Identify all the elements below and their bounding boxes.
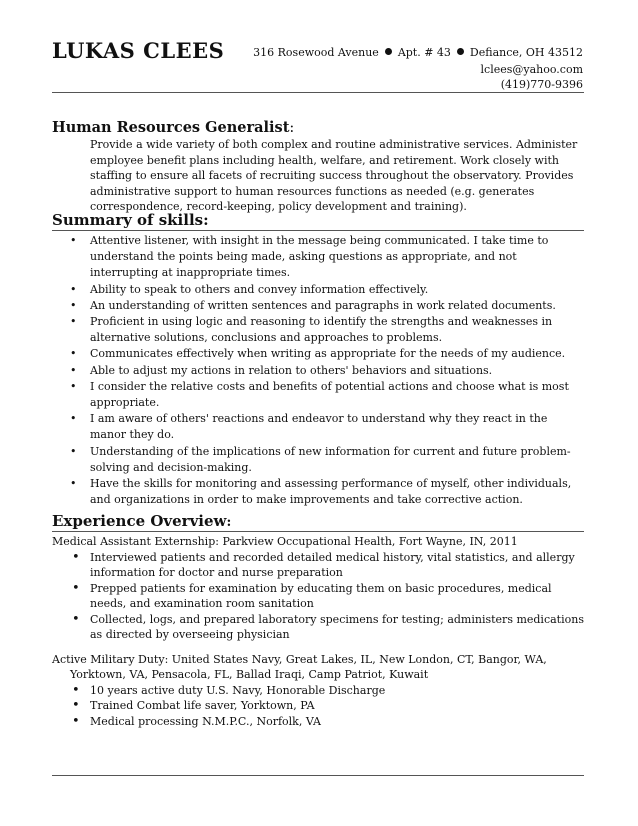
list-item: • I consider the relative costs and benefits of potential actions and choose what is most appropriate. <box>52 379 584 411</box>
list-item: • Ability to speak to others and convey information effectively. <box>52 282 584 298</box>
job-line: Active Military Duty: United States Navy, Great Lakes, IL, New London, CT, Bangor, WA, Yorktown, VA, Pensacola, FL, Ballad Iraqi, Camp Patriot, Kuwait <box>52 652 547 681</box>
list-item: • Communicates effectively when writing as appropriate for the needs of my audience. <box>52 346 584 362</box>
email-link[interactable]: lclees@yahoo.com <box>480 63 583 76</box>
list-item: • 10 years active duty U.S. Navy, Honorable Discharge <box>52 683 584 699</box>
experience-section <box>52 512 584 729</box>
footer-divider <box>52 775 584 776</box>
list-item: • Attentive listener, with insight in the message being communicated. I take time to understand the points being made, asking questions as appropriate, and not interrupting at inappropriate times. <box>52 233 584 282</box>
skills-list <box>52 233 584 508</box>
experience-heading: Experience Overview: <box>52 512 584 532</box>
list-item: • An understanding of written sentences and paragraphs in work related documents. <box>52 298 584 314</box>
list-item: • I am aware of others' reactions and endeavor to understand why they react in the manor they do. <box>52 411 584 443</box>
address-line <box>253 46 583 59</box>
phone-number: (419)770-9396 <box>500 78 583 91</box>
skills-heading: Summary of skills: <box>52 211 584 231</box>
address-apt: Apt. # 43 <box>397 46 451 59</box>
list-item: • Prepped patients for examination by educating them on basic procedures, medical needs, and examination room sanitation <box>52 581 584 612</box>
job-entry <box>52 534 584 643</box>
job-line: Medical Assistant Externship: Parkview Occupational Health, Fort Wayne, IN, 2011 <box>52 535 518 548</box>
list-item: • Have the skills for monitoring and assessing performance of myself, other individuals, and organizations in order to make improvements and take corrective action. <box>52 476 584 508</box>
header-divider <box>52 92 584 93</box>
resume-name: LUKAS CLEES <box>52 38 225 63</box>
list-item: • Interviewed patients and recorded detailed medical history, vital statistics, and allergy information for doctor and nurse preparation <box>52 550 584 581</box>
list-item: • Collected, logs, and prepared laboratory specimens for testing; administers medications as directed by overseeing physician <box>52 612 584 643</box>
list-item: • Medical processing N.M.P.C., Norfolk, VA <box>52 714 584 730</box>
list-item: • Trained Combat life saver, Yorktown, PA <box>52 698 584 714</box>
list-item: • Understanding of the implications of new information for current and future problem-solving and decision-making. <box>52 444 584 476</box>
address-city: Defiance, OH 43512 <box>469 46 583 59</box>
list-item: • Proficient in using logic and reasoning to identify the strengths and weaknesses in alternative solutions, conclusions and approaches to problems. <box>52 314 584 346</box>
address-street: 316 Rosewood Avenue <box>253 46 379 59</box>
objective-description: Provide a wide variety of both complex and routine administrative services. Administer employee benefit plans including health, welfare, and retirement. Work closely with staffing to ensure all facets of recruiting success throughout the observatory. Provides administrative support to human resources functions as needed (e.g. generates correspondence, record-keeping, policy development and training). <box>90 138 578 213</box>
skills-section <box>52 211 584 508</box>
contact-block <box>481 62 583 92</box>
objective-section <box>52 119 584 215</box>
list-item: • Able to adjust my actions in relation to others' behaviors and situations. <box>52 363 584 379</box>
objective-title: Human Resources Generalist: <box>52 119 295 136</box>
job-entry <box>52 652 584 730</box>
bullet-dot-icon <box>385 48 392 55</box>
bullet-dot-icon <box>457 48 464 55</box>
